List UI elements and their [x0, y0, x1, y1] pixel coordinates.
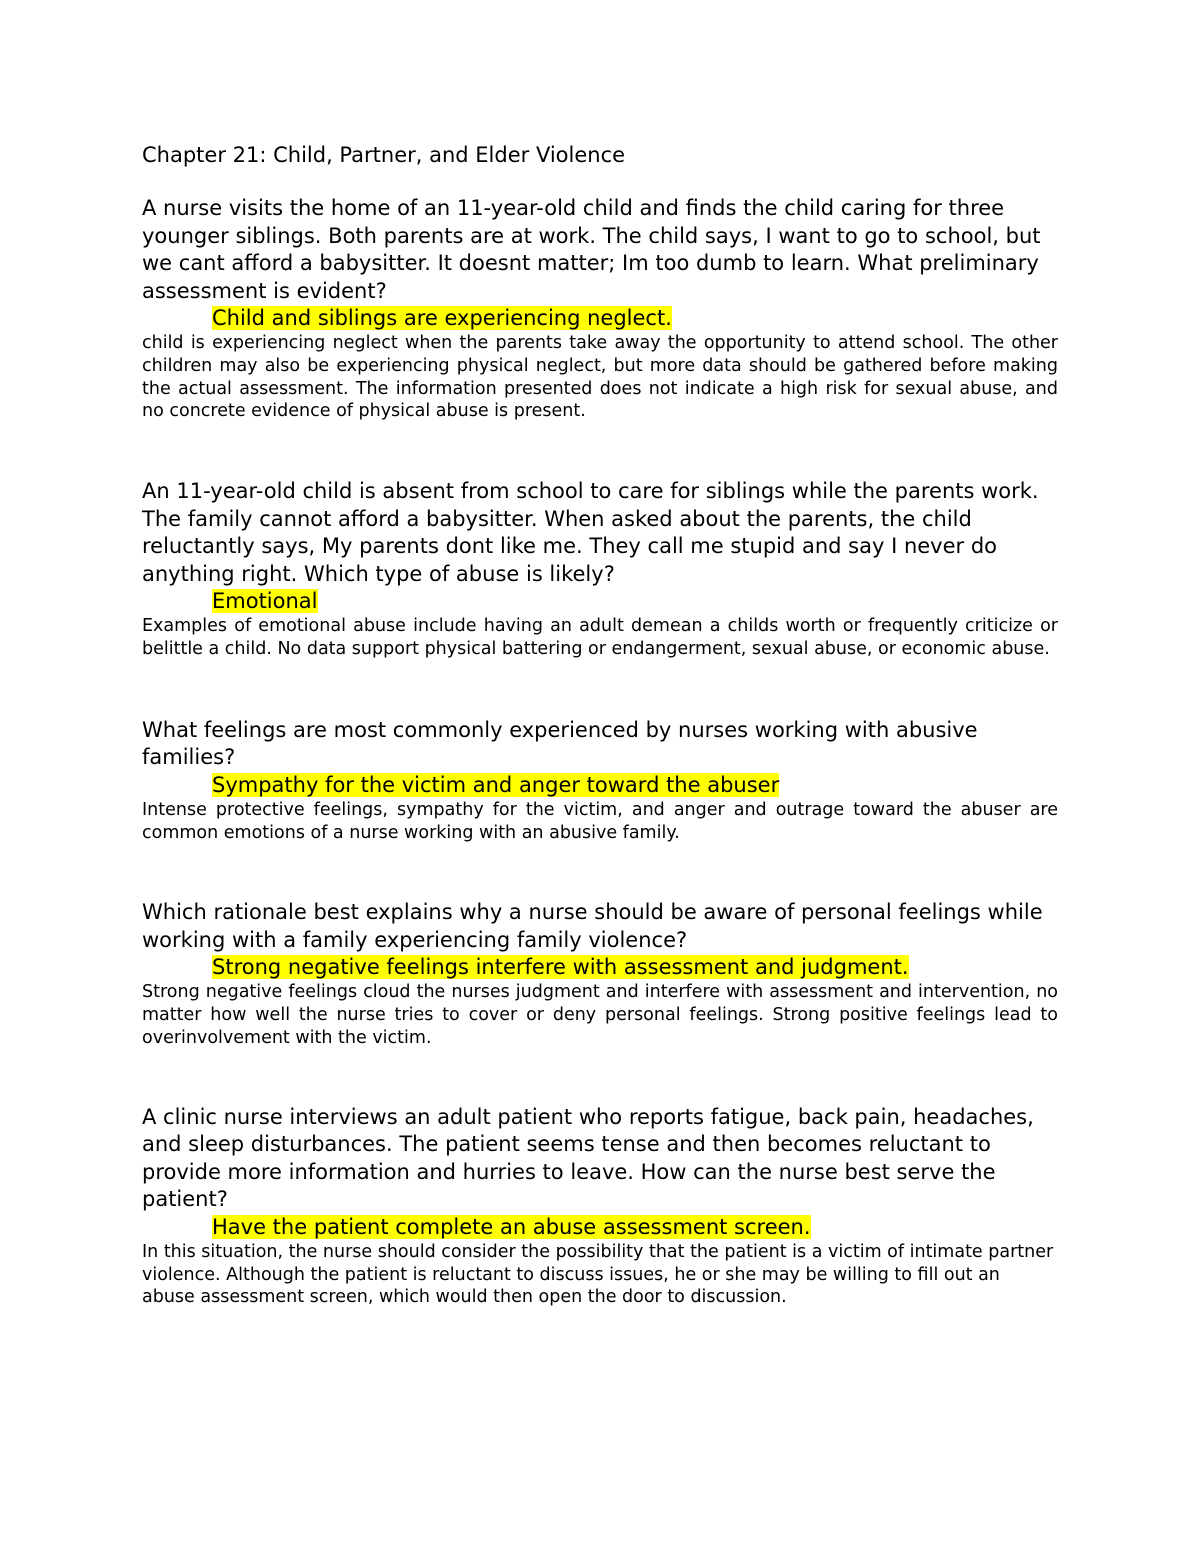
document-page	[142, 140, 1058, 1309]
question-text: An 11-year-old child is absent from school to care for siblings while the parents work. The family cannot afford a babysitter. When asked about the parents, the child reluctantly says, My parents dont like me. They call me stupid and say I never do anything right. Which type of abuse is likely?	[142, 479, 1039, 586]
qa-item	[142, 899, 1058, 1049]
rationale-text: In this situation, the nurse should consider the possibility that the patient is a victim of intimate partner violence. Although the patient is reluctant to discuss issues, he or she may be willing to fill out an abuse assessment screen, which would then open the door to discussion.	[142, 1241, 1054, 1308]
answer-highlight: Sympathy for the victim and anger toward the abuser	[212, 772, 780, 797]
qa-item	[142, 1104, 1058, 1309]
answer-highlight: Strong negative feelings interfere with assessment and judgment.	[212, 955, 909, 980]
qa-item	[142, 195, 1058, 423]
question-text: Which rationale best explains why a nurse should be aware of personal feelings while working with a family experiencing family violence?	[142, 900, 1043, 952]
rationale-text: Examples of emotional abuse include having an adult demean a childs worth or frequently criticize or belittle a child. No data support physical battering or endangerment, sexual abuse, or economic abuse.	[142, 616, 1058, 659]
answer-line	[142, 305, 1058, 332]
question-text: A nurse visits the home of an 11-year-old child and finds the child caring for three younger siblings. Both parents are at work. The child says, I want to go to school, but we cant afford a babysitter. It doesnt matter; Im too dumb to learn. What preliminary assessment is evident?	[142, 196, 1041, 303]
question-text: What feelings are most commonly experienced by nurses working with abusive families?	[142, 717, 978, 770]
rationale-text: child is experiencing neglect when the parents take away the opportunity to attend school. The other children may also be experiencing physical neglect, but more data should be gathered before making the actual assessment. The information presented does not indicate a high risk for sexual abuse, and no concrete evidence of physical abuse is present.	[142, 333, 1058, 422]
chapter-title: Chapter 21: Child, Partner, and Elder Violence	[142, 143, 626, 167]
rationale-text: Strong negative feelings cloud the nurses judgment and interfere with assessment and intervention, no matter how well the nurse tries to cover or deny personal feelings. Strong positive feelings lead to overinvolvement with the victim.	[142, 982, 1058, 1048]
answer-highlight: Emotional	[212, 589, 318, 614]
answer-line	[142, 954, 1058, 981]
rationale-text: Intense protective feelings, sympathy for the victim, and anger and outrage toward the abuser are common emotions of a nurse working with an abusive family.	[142, 799, 1058, 843]
answer-line	[142, 772, 1058, 799]
qa-item	[142, 478, 1058, 661]
qa-item	[142, 717, 1058, 845]
answer-line	[142, 1214, 1058, 1241]
answer-highlight: Have the patient complete an abuse assessment screen.	[212, 1214, 811, 1239]
answer-highlight: Child and siblings are experiencing neglect.	[212, 306, 672, 330]
answer-line	[142, 588, 1058, 615]
question-text: A clinic nurse interviews an adult patient who reports fatigue, back pain, headaches, and sleep disturbances. The patient seems tense and then becomes reluctant to provide more information and hurries to leave. How can the nurse best serve the patient?	[142, 1104, 1034, 1212]
